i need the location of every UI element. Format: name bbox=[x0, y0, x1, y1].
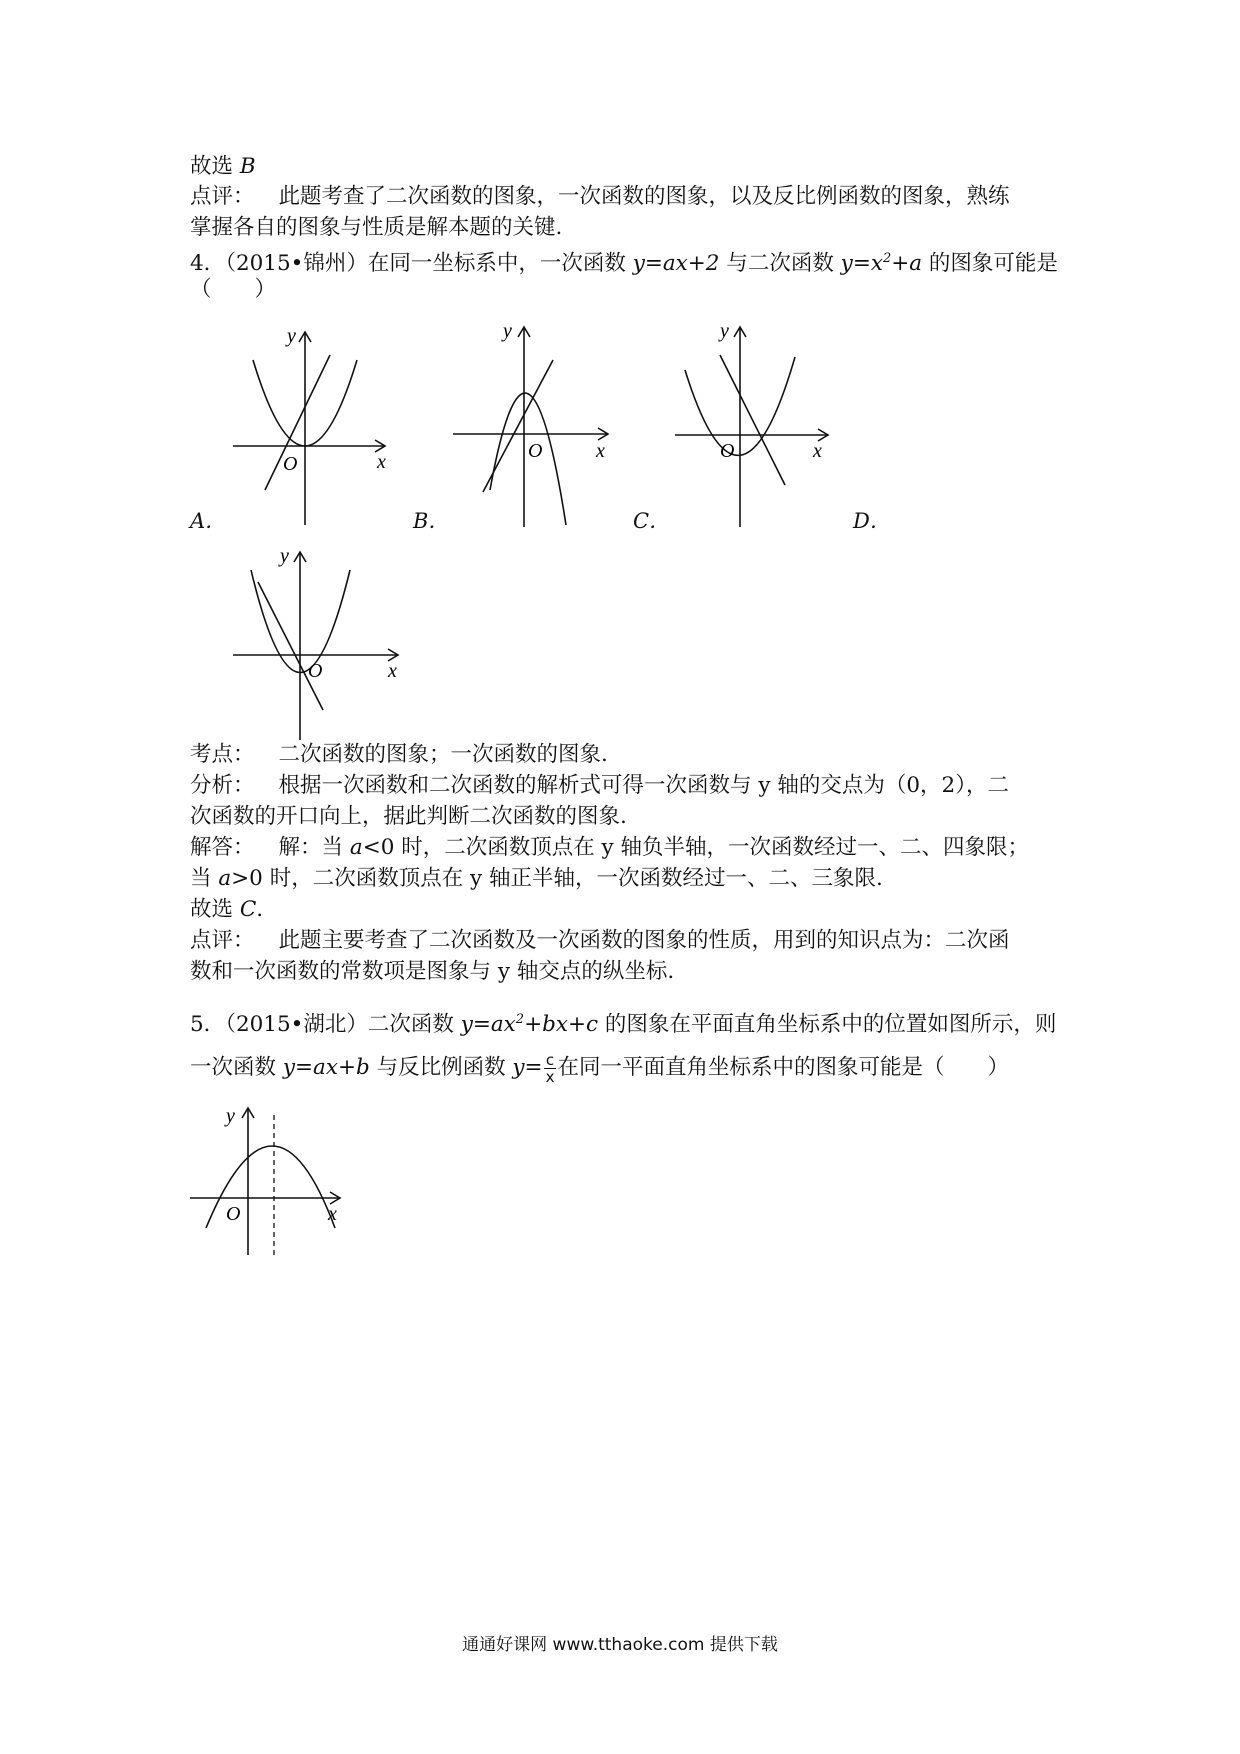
q4-fenxi-line2: 次函数的开口向上，据此判断二次函数的图象. bbox=[190, 804, 627, 829]
prev-comment-line1: 点评： 此题考查了二次函数的图象，一次函数的图象，以及反比例函数的图象，熟练 bbox=[190, 184, 1010, 209]
x-label: x bbox=[388, 660, 397, 682]
x-label: x bbox=[377, 451, 386, 473]
q4-kaodian: 考点： 二次函数的图象；一次函数的图象. bbox=[190, 742, 608, 767]
q4-blank: （ ） bbox=[190, 277, 277, 302]
q4-jieda-line2: 当 a>0 时，二次函数顶点在 y 轴正半轴，一次函数经过一、二、三象限. bbox=[190, 866, 883, 891]
q5-func: $y=ax^2+bx+c$ bbox=[460, 1012, 599, 1038]
line bbox=[265, 355, 330, 490]
origin-label: O bbox=[283, 453, 298, 475]
prev-comment-line2: 掌握各自的图象与性质是解本题的关键. bbox=[190, 215, 563, 240]
q4-graph-a bbox=[225, 320, 395, 530]
y-label: y bbox=[720, 320, 729, 342]
q5-graph bbox=[190, 1100, 350, 1260]
q4-graph-b bbox=[448, 315, 618, 530]
q4-graph-c bbox=[670, 315, 840, 530]
y-label: y bbox=[503, 320, 512, 342]
origin-label: O bbox=[528, 440, 543, 462]
q4-jieda-line1: 解答： 解：当 a<0 时，二次函数顶点在 y 轴负半轴，一次函数经过一、二、四象限； bbox=[190, 835, 1030, 860]
x-label: x bbox=[596, 440, 605, 462]
q4-comment-line1: 点评： 此题主要考查了二次函数及一次函数的图象的性质，用到的知识点为：二次函 bbox=[190, 928, 1010, 953]
q5-stem-line2: 一次函数 y=ax+b 与反比例函数 y= $\frac{c}{x}$ 在同一平面直角坐标系中的图象可能是（ ） bbox=[190, 1050, 1009, 1086]
line bbox=[720, 355, 785, 485]
line bbox=[258, 582, 323, 710]
prev-answer: 故选 B bbox=[190, 154, 256, 179]
x-label: x bbox=[328, 1203, 337, 1225]
q4-comment-line2: 数和一次函数的常数项是图象与 y 轴交点的纵坐标. bbox=[190, 959, 675, 984]
origin-label: O bbox=[720, 440, 735, 462]
q5-fraction: $\frac{c}{x}$ bbox=[545, 1050, 555, 1086]
q4-option-d: D． bbox=[853, 509, 891, 533]
q4-stem: 4．（2015•锦州）在同一坐标系中，一次函数 y=ax+2 与二次函数 $y=x^2+a$ 的图象可能是 bbox=[190, 251, 1058, 277]
q4-option-b: B． bbox=[413, 509, 450, 533]
x-label: x bbox=[813, 440, 822, 462]
y-label: y bbox=[287, 325, 296, 347]
q4-func1: y=ax+2 bbox=[632, 251, 720, 277]
line bbox=[483, 360, 553, 492]
q4-option-c: C． bbox=[633, 509, 671, 533]
y-label: y bbox=[280, 545, 289, 567]
q4-func2: $y=x^2+a$ bbox=[840, 251, 923, 277]
q4-answer: 故选 C. bbox=[190, 897, 264, 922]
prev-answer-letter: B bbox=[239, 154, 256, 179]
y-label: y bbox=[226, 1105, 235, 1127]
q4-graph-d bbox=[228, 540, 408, 745]
page-footer: 通通好课网 www.tthaoke.com 提供下载 bbox=[462, 1635, 778, 1655]
q4-fenxi-line1: 分析： 根据一次函数和二次函数的解析式可得一次函数与 y 轴的交点为（0，2），二 bbox=[190, 773, 1009, 798]
q4-option-a: A． bbox=[190, 509, 227, 533]
origin-label: O bbox=[308, 660, 323, 682]
origin-label: O bbox=[226, 1203, 241, 1225]
q5-stem-line1: 5．（2015•湖北）二次函数 $y=ax^2+bx+c$ 的图象在平面直角坐标系中的位置如图所示，则 bbox=[190, 1012, 1057, 1038]
